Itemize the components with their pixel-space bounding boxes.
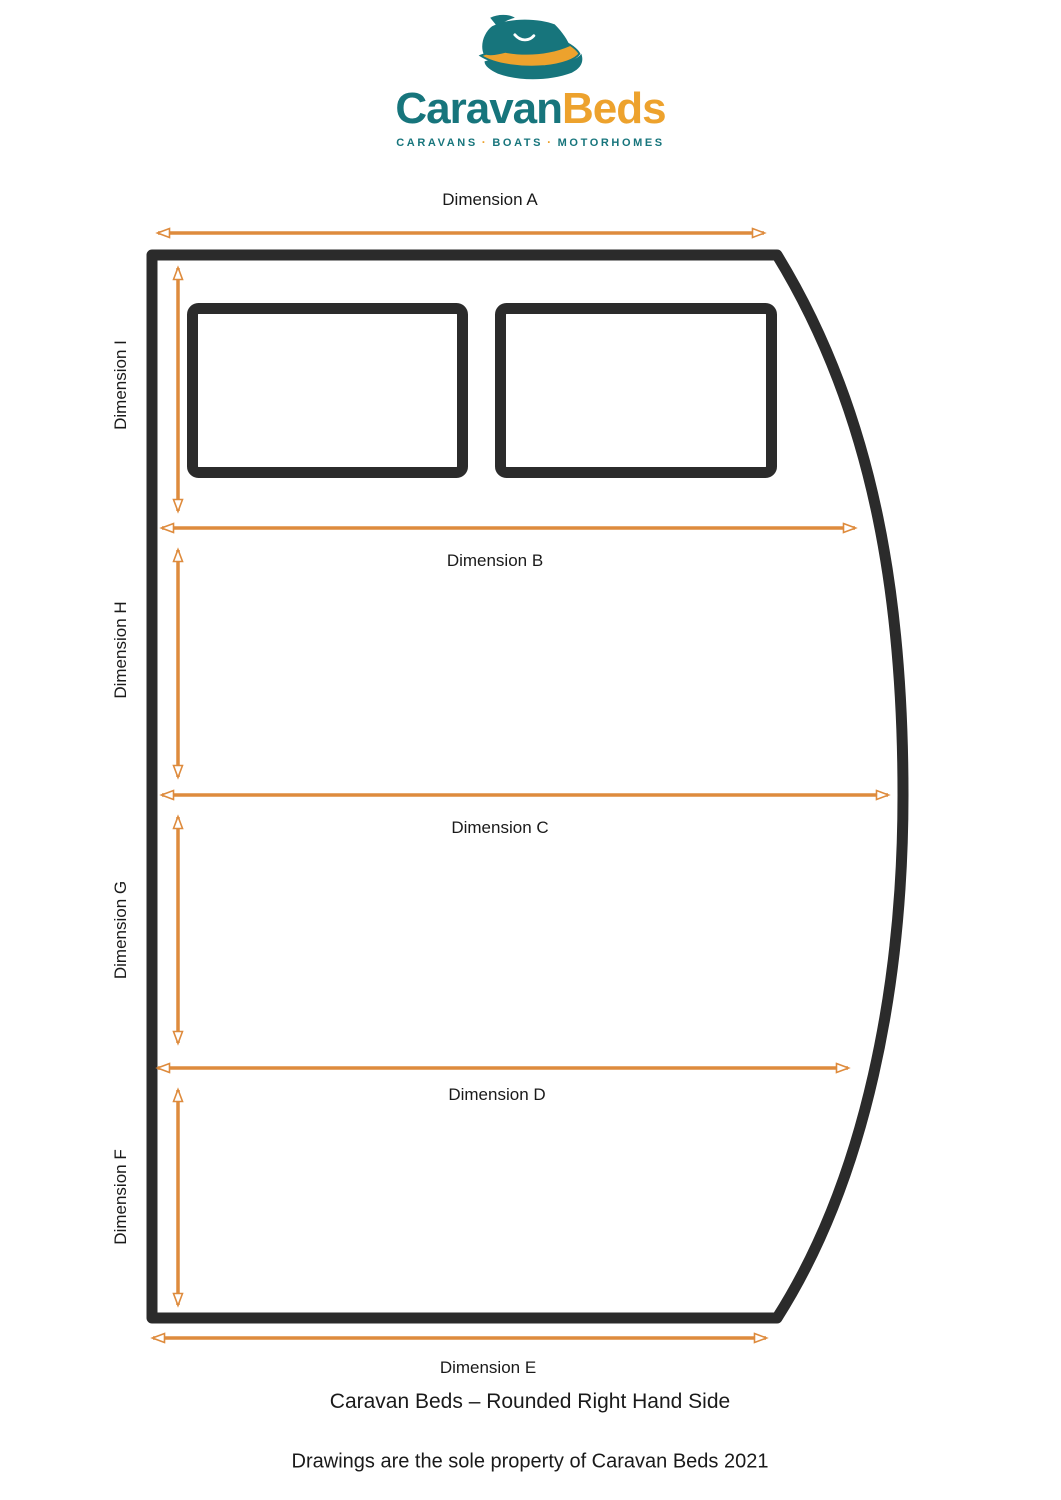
tagline-word-caravans: CARAVANS: [396, 137, 478, 149]
drawing-title: Caravan Beds – Rounded Right Hand Side: [329, 1390, 731, 1413]
dimension-a-label: Dimension A: [442, 190, 538, 209]
brand-name-beds: Beds: [562, 84, 666, 133]
tagline-word-boats: BOATS: [492, 137, 544, 149]
dimension-e-label: Dimension E: [439, 1358, 537, 1377]
dimension-h-label: Dimension H: [111, 601, 130, 699]
brand-name-caravan: Caravan: [395, 84, 563, 133]
dimension-f-label: Dimension F: [111, 1149, 130, 1245]
bed-shape-outline: [152, 255, 903, 1318]
dimension-i-label: Dimension I: [111, 340, 130, 430]
tagline-separator-icon: ·: [547, 135, 554, 149]
dimension-b-label: Dimension B: [446, 551, 544, 570]
tagline-separator-icon: ·: [481, 135, 489, 149]
tagline-word-motorhomes: MOTORHOMES: [557, 137, 665, 149]
dimension-d-label: Dimension D: [448, 1085, 546, 1104]
dimension-c-label: Dimension C: [451, 818, 549, 837]
copyright-note: Drawings are the sole property of Caravan Beds 2021: [291, 1450, 769, 1473]
dimension-g-label: Dimension G: [111, 880, 130, 980]
